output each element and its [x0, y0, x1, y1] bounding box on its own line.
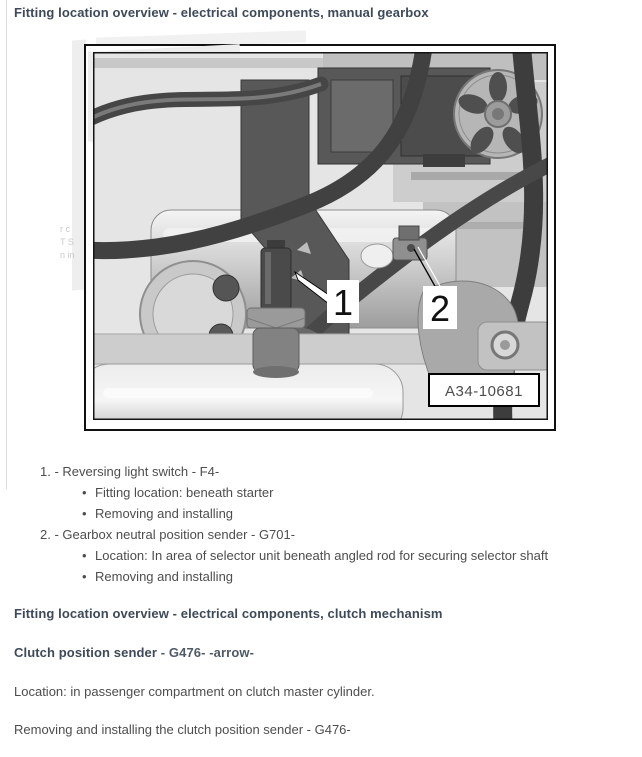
cylinder-highlight [103, 388, 373, 398]
bullet-icon: • [82, 506, 87, 521]
page-left-border [6, 0, 7, 489]
bolt-bracket [478, 322, 548, 370]
removing-paragraph: Removing and installing the clutch position sender - G476- [14, 722, 351, 737]
clutch-position-sender-heading [14, 645, 254, 660]
callout-2-number: 2 [429, 288, 451, 329]
list-sub-item [0, 566, 642, 587]
watermark-fragment: r c [60, 224, 70, 234]
list-sub-item [0, 545, 642, 566]
section-heading-clutch-mechanism: Fitting location overview - electrical components, clutch mechanism [14, 606, 443, 621]
component-list [0, 461, 642, 587]
list-sub-item [0, 482, 642, 503]
list-sub-item-text: Fitting location: beneath starter [95, 485, 274, 500]
connector-tab [423, 154, 465, 167]
figure-reference-label: A34-10681 [445, 383, 523, 400]
clutch-heading-main: Clutch position sender [14, 645, 158, 660]
list-sub-item-text: Removing and installing [95, 569, 234, 584]
list-sub-item [0, 503, 642, 524]
bullet-icon: • [82, 548, 87, 563]
callout-1-number: 1 [332, 282, 354, 323]
page-title: Fitting location overview - electrical components, manual gearbox [14, 5, 429, 20]
clutch-heading-suffix: - G476- -arrow- [157, 645, 255, 660]
gearbox-illustration [93, 52, 548, 420]
bullet-icon: • [82, 569, 87, 584]
figure-frame [84, 44, 556, 431]
watermark-fragment: n in [60, 250, 75, 260]
location-paragraph: Location: in passenger compartment on clutch master cylinder. [14, 684, 375, 699]
bullet-icon: • [82, 485, 87, 500]
list-item: 2. - Gearbox neutral position sender - G701- [40, 527, 296, 542]
watermark-fragment: T S [60, 237, 74, 247]
list-item: 1. - Reversing light switch - F4- [40, 464, 220, 479]
list-sub-item-text: Location: In area of selector unit beneath angled rod for securing selector shaft [95, 548, 549, 563]
list-sub-item-text: Removing and installing [95, 506, 234, 521]
